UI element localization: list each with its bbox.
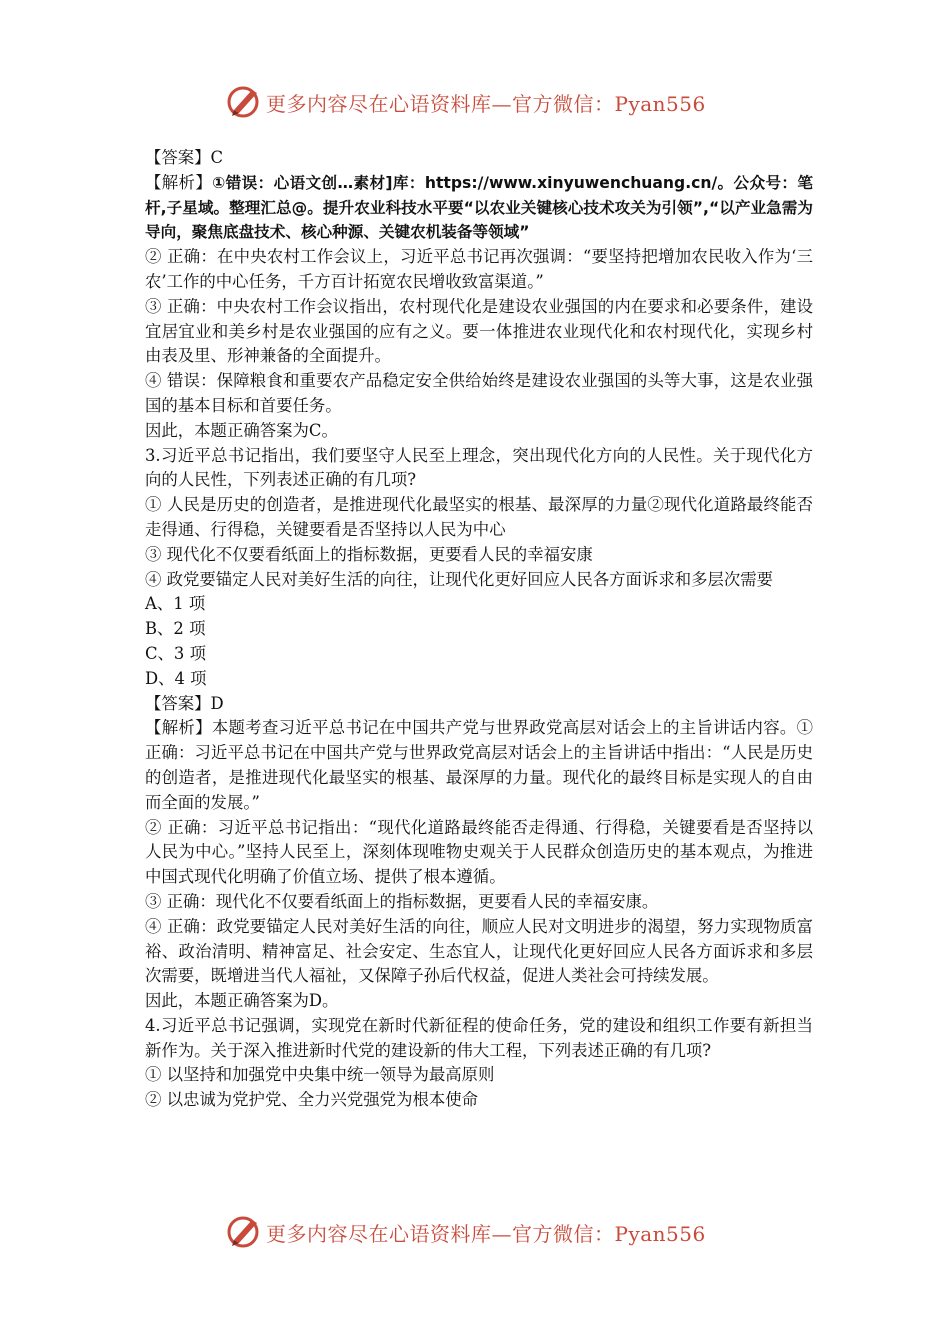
analysis-1-bold-text: ①错误：心语文创…素材]库：https://www.xinyuwenchuang.cn/。公众号：笔杆,子星域。整理汇总@。提升农业科技水平要“以农业关键核心技术攻关为引领”,“以产业急需为导向，聚焦底盘技术、核心种源、关键农机装备等领域” [145, 173, 814, 242]
para-4: ④ 错误：保障粮食和重要农产品稳定安全供给始终是建设农业强国的头等大事，这是农业强国的基本目标和首要任务。 [145, 371, 813, 415]
para-3: ③ 正确：中央农村工作会议指出，农村现代化是建设农业强国的内在要求和必要条件，建设宜居宜业和美乡村是农业强国的应有之义。要一体推进农业现代化和农村现代化，实现乡村由表及里、形神兼备的全面提升。 [145, 296, 813, 366]
header-banner [0, 82, 950, 122]
analysis-label: 【解析】 [145, 172, 213, 192]
answer-c: 【答案】C [145, 148, 224, 167]
footer-banner [0, 1212, 950, 1252]
answer-d: 【答案】D [145, 693, 224, 713]
q3-item-1-2: ① 人民是历史的创造者，是推进现代化最坚实的根基、最深厚的力量②现代化道路最终能否走得通、行得稳，关键要看是否坚持以人民为中心 [145, 495, 813, 539]
option-b: B、2 项 [145, 619, 206, 639]
para-q3-3: ③ 正确：现代化不仅要看纸面上的指标数据，更要看人民的幸福安康。 [145, 891, 659, 911]
para-2: ② 正确：在中央农村工作会议上，习近平总书记再次强调：“要坚持把增加农民收入作为‘三农’工作的中心任务，千方百计拓宽农民增收致富渠道。” [145, 247, 813, 291]
banner-text: 更多内容尽在心语资料库—官方微信：Pyan556 [266, 92, 706, 116]
question-3: 3.习近平总书记指出，我们要坚守人民至上理念，突出现代化方向的人民性。关于现代化方向的人民性，下列表述正确的有几项? [145, 445, 813, 490]
document-body [145, 146, 813, 1113]
banner-text: 更多内容尽在心语资料库—官方微信：Pyan556 [266, 1222, 706, 1246]
q4-item-1: ① 以坚持和加强党中央集中统一领导为最高原则 [145, 1065, 495, 1085]
pen-logo-icon [226, 1214, 262, 1250]
option-a: A、1 项 [145, 594, 206, 614]
conclusion-1: 因此，本题正确答案为C。 [145, 420, 338, 440]
pen-logo-icon [226, 84, 262, 120]
q4-item-2: ② 以忠诚为党护党、全力兴党强党为根本使命 [145, 1090, 479, 1110]
conclusion-2: 因此，本题正确答案为D。 [145, 991, 339, 1011]
analysis-1 [145, 171, 813, 245]
q3-item-4: ④ 政党要锚定人民对美好生活的向往，让现代化更好回应人民各方面诉求和多层次需要 [145, 569, 774, 589]
para-q3-4: ④ 正确：政党要锚定人民对美好生活的向往，顺应人民对文明进步的渴望，努力实现物质富裕、政治清明、精神富足、社会安定、生态宜人，让现代化更好回应人民各方面诉求和多层次需要，既增进当代人福祉，又保障子孙后代权益，促进人类社会可持续发展。 [145, 916, 813, 986]
para-q3-2: ② 正确：习近平总书记指出：“现代化道路最终能否走得通、行得稳，关键要看是否坚持以人民为中心。”坚持人民至上，深刻体现唯物史观关于人民群众创造历史的基本观点，为推进中国式现代化明确了价值立场、提供了根本遵循。 [145, 817, 813, 887]
option-d: D、4 项 [145, 668, 207, 688]
q3-item-3: ③ 现代化不仅要看纸面上的指标数据，更要看人民的幸福安康 [145, 544, 593, 564]
analysis-2: 【解析】本题考查习近平总书记在中国共产党与世界政党高层对话会上的主旨讲话内容。①正确：习近平总书记在中国共产党与世界政党高层对话会上的主旨讲话中指出：“人民是历史的创造者，是推进现代化最坚实的根基、最深厚的力量。现代化的最终目标是实现人的自由而全面的发展。” [145, 718, 813, 812]
option-c: C、3 项 [145, 643, 206, 663]
question-4: 4.习近平总书记强调，实现党在新时代新征程的使命任务，党的建设和组织工作要有新担当新作为。关于深入推进新时代党的建设新的伟大工程，下列表述正确的有几项? [145, 1015, 813, 1060]
